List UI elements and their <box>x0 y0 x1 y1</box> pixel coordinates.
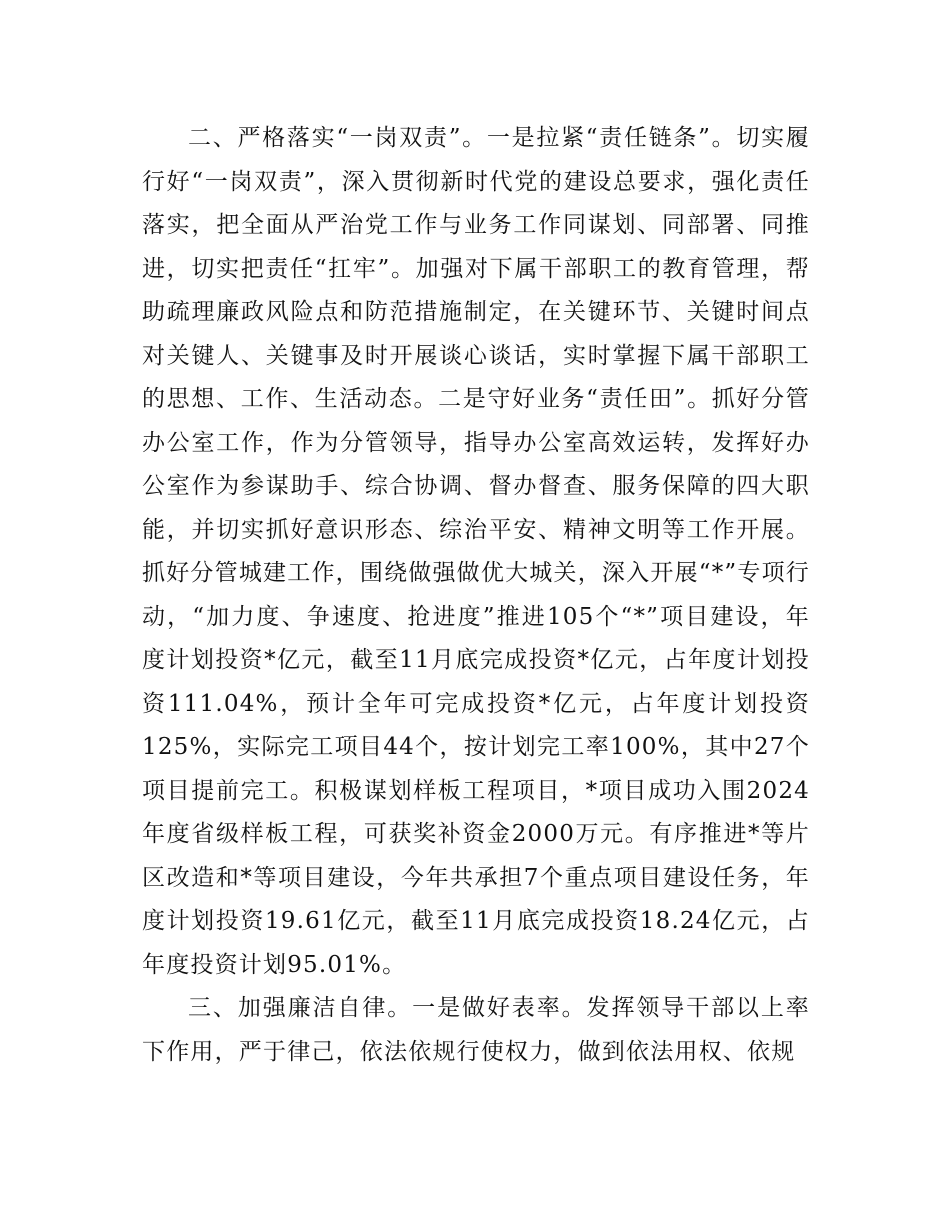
paragraph-integrity: 三、加强廉洁自律。一是做好表率。发挥领导干部以上率下作用，严于律己，依法依规行使权力，做到依法用权、依规 <box>142 995 810 1065</box>
document-body <box>142 117 810 1074</box>
paragraph-responsibility: 二、严格落实“一岗双责”。一是拉紧“责任链条”。切实履行好“一岗双责”，深入贯彻新时代党的建设总要求，强化责任落实，把全面从严治党工作与业务工作同谋划、同部署、同推进，切实把责任“扛牢”。加强对下属干部职工的教育管理，帮助疏理廉政风险点和防范措施制定，在关键环节、关键时间点对关键人、关键事及时开展谈心谈话，实时掌握下属干部职工的思想、工作、生活动态。二是守好业务“责任田”。抓好分管办公室工作，作为分管领导，指导办公室高效运转，发挥好办公室作为参谋助手、综合协调、督办督查、服务保障的四大职能，并切实抓好意识形态、综治平安、精神文明等工作开展。抓好分管城建工作，围绕做强做优大城关，深入开展“*”专项行动，“加力度、争速度、抢进度”推进105个“*”项目建设，年度计划投资*亿元，截至11月底完成投资*亿元，占年度计划投资111.04%，预计全年可完成投资*亿元，占年度计划投资125%，实际完工项目44个，按计划完工率100%，其中27个项目提前完工。积极谋划样板工程项目，*项目成功入围2024年度省级样板工程，可获奖补资金2000万元。有序推进*等片区改造和*等项目建设，今年共承担7个重点项目建设任务，年度计划投资19.61亿元，截至11月底完成投资18.24亿元，占年度投资计划95.01%。 <box>142 125 810 978</box>
